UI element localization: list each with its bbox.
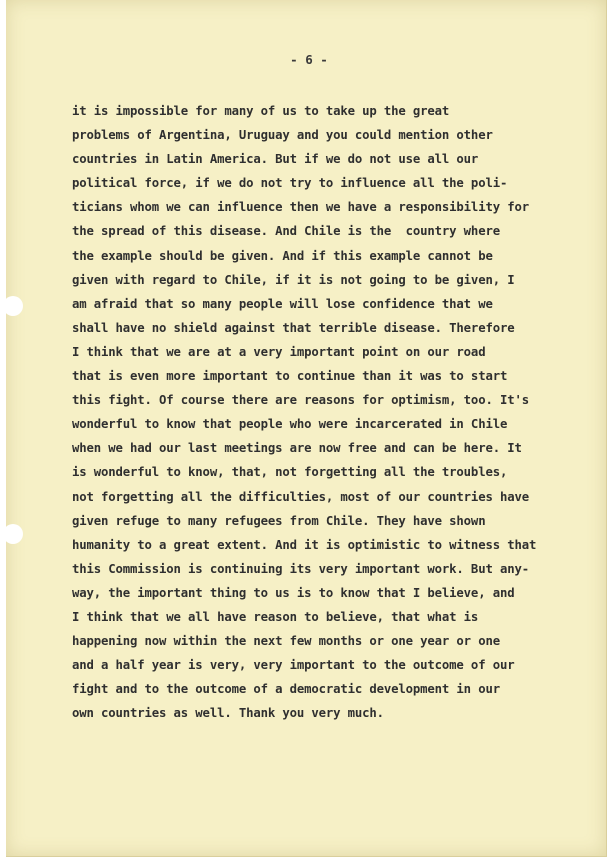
text-line: it is impossible for many of us to take up the great — [72, 104, 450, 118]
text-line: is wonderful to know, that, not forgetting all the troubles, — [72, 465, 508, 480]
document-page — [6, 0, 607, 857]
text-line: problems of Argentina, Uruguay and you could mention other — [72, 128, 493, 143]
text-line: the example should be given. And if this example cannot be — [72, 248, 493, 263]
text-line: shall have no shield against that terrible disease. Therefore — [72, 320, 515, 335]
text-line: political force, if we do not try to influence all the poli- — [72, 176, 508, 191]
page-number: - 6 - — [290, 52, 328, 67]
text-line: I think that we all have reason to believe, that what is — [72, 609, 479, 624]
text-line: given refuge to many refugees from Chile. They have shown — [72, 513, 486, 528]
text-line: happening now within the next few months or one year or one — [72, 634, 500, 649]
text-line: and a half year is very, very important to the outcome of our — [72, 658, 515, 673]
text-line: humanity to a great extent. And it is optimistic to witness that — [72, 537, 537, 552]
text-line: way, the important thing to us is to know that I believe, and — [72, 585, 515, 600]
text-line: given with regard to Chile, if it is not going to be given, I — [72, 272, 515, 287]
text-line: am afraid that so many people will lose confidence that we — [72, 296, 493, 311]
text-line: ticians whom we can influence then we have a responsibility for — [72, 200, 529, 215]
text-line: the spread of this disease. And Chile is the country where — [72, 224, 500, 239]
text-line: this Commission is continuing its very important work. But any- — [72, 561, 529, 576]
text-line: fight and to the outcome of a democratic development in our — [72, 682, 500, 697]
text-line: that is even more important to continue than it was to start — [72, 369, 508, 384]
text-line: countries in Latin America. But if we do not use all our — [72, 152, 479, 167]
typed-body-text — [72, 99, 572, 725]
text-line: not forgetting all the difficulties, most of our countries have — [72, 489, 529, 504]
text-line: when we had our last meetings are now free and can be here. It — [72, 441, 522, 456]
text-line: own countries as well. Thank you very much. — [72, 706, 384, 721]
text-line: this fight. Of course there are reasons for optimism, too. It's — [72, 393, 529, 408]
punch-hole — [3, 296, 23, 316]
punch-hole — [3, 524, 23, 544]
text-line: wonderful to know that people who were incarcerated in Chile — [72, 417, 508, 432]
text-line: I think that we are at a very important point on our road — [72, 344, 486, 359]
